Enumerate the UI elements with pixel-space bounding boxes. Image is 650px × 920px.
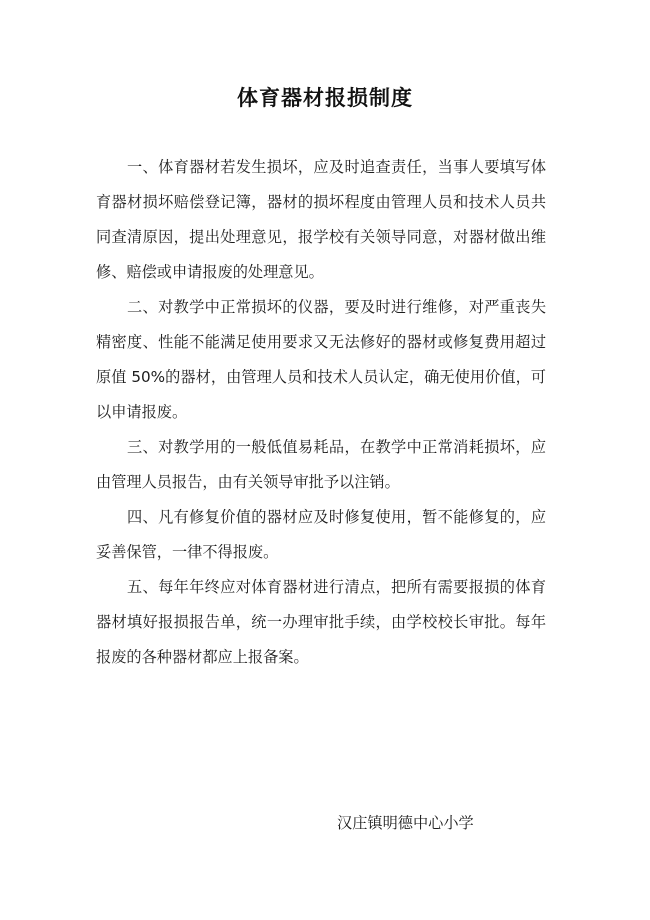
- document-title: 体育器材报损制度: [237, 86, 413, 110]
- paragraph-5: 五、每年年终应对体育器材进行清点，把所有需要报损的体育器材填好报损报告单，统一办理审批手续，由学校校长审批。每年报废的各种器材都应上报备案。: [96, 578, 546, 666]
- paragraph-2: 二、对教学中正常损坏的仪器，要及时进行维修，对严重丧失精密度、性能不能满足使用要求又无法修好的器材或修复费用超过原值 50%的器材，由管理人员和技术人员认定，确无使用价值，可以申请报废。: [96, 298, 546, 421]
- paragraph-4: 四、凡有修复价值的器材应及时修复使用，暂不能修复的，应妥善保管，一律不得报废。: [96, 508, 546, 561]
- paragraph-3: 三、对教学用的一般低值易耗品，在教学中正常消耗损坏，应由管理人员报告，由有关领导审批予以注销。: [96, 438, 546, 491]
- paragraph-1: 一、体育器材若发生损坏，应及时追查责任，当事人要填写体育器材损坏赔偿登记簿，器材的损坏程度由管理人员和技术人员共同查清原因，提出处理意见，报学校有关领导同意，对器材做出维修、赔偿或申请报废的处理意见。: [96, 158, 546, 281]
- signature-school-name: 汉庄镇明德中心小学: [337, 814, 474, 832]
- document-body: [96, 150, 546, 675]
